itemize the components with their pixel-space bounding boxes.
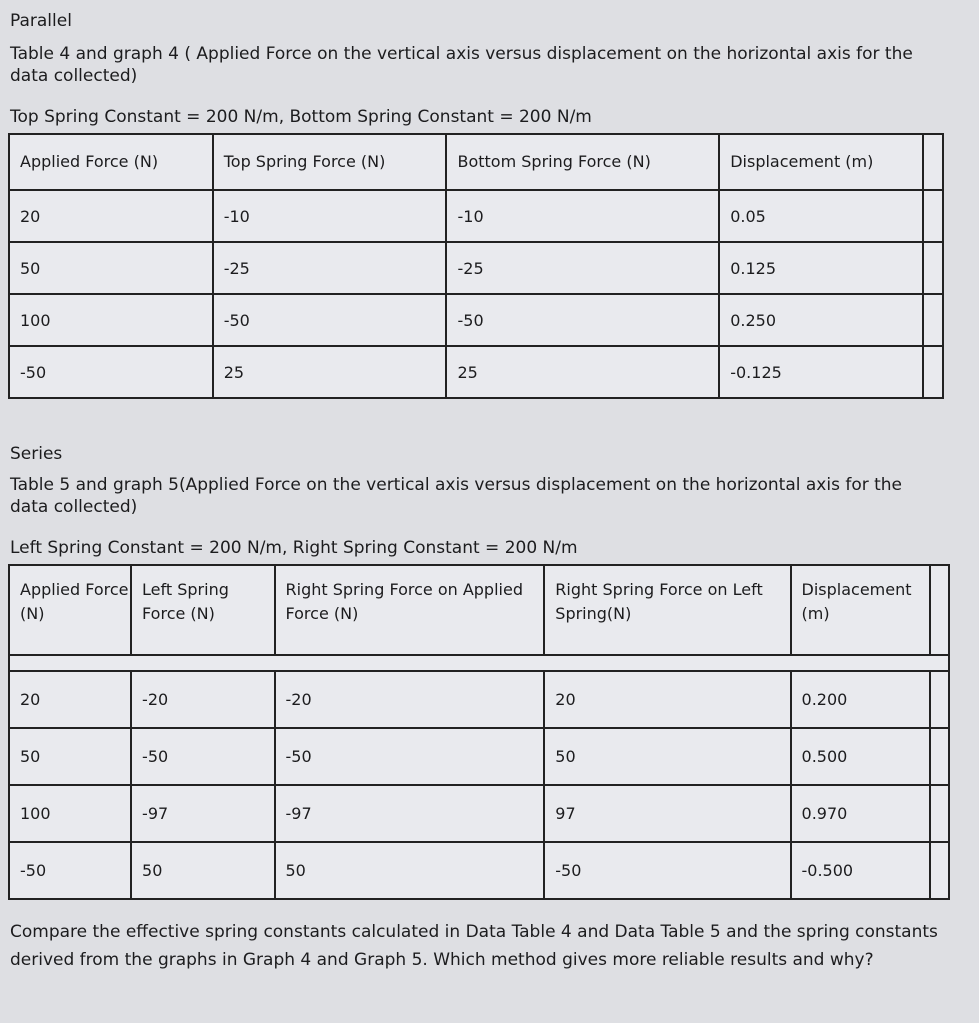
table4-cell: -50 [446, 294, 719, 346]
table4-cell: 20 [9, 190, 213, 242]
table5-header-right-spring-on-left: Right Spring Force on Left Spring(N) [544, 565, 790, 655]
table-row [9, 294, 943, 346]
table5-cell: 20 [9, 671, 131, 728]
table4-cell: -50 [213, 294, 447, 346]
table4-caption: Table 4 and graph 4 ( Applied Force on the vertical axis versus displacement on the horizontal axis for the data collected) [10, 44, 913, 86]
table-row [9, 728, 949, 785]
table4-cell: 0.250 [719, 294, 923, 346]
table4-extra-column [923, 346, 943, 398]
table5-cell: -50 [131, 728, 274, 785]
table5-spacer-cell [9, 655, 949, 671]
table4-extra-column [923, 190, 943, 242]
table4-header-row [9, 134, 943, 190]
table5-cell: -20 [131, 671, 274, 728]
series-heading: Series [10, 444, 63, 464]
table-row [9, 785, 949, 842]
table5-header-applied-force: Applied Force (N) [9, 565, 131, 655]
table5-cell: -0.500 [791, 842, 930, 899]
table-row [9, 842, 949, 899]
table-row [9, 242, 943, 294]
table4-header-displacement: Displacement (m) [719, 134, 923, 190]
table5-constants: Left Spring Constant = 200 N/m, Right Spring Constant = 200 N/m [10, 538, 578, 558]
table5-cell: 50 [9, 728, 131, 785]
table5-caption: Table 5 and graph 5(Applied Force on the vertical axis versus displacement on the horizontal axis for the data collected) [10, 475, 903, 517]
table5-cell: -50 [544, 842, 790, 899]
table4-extra-column [923, 294, 943, 346]
table5-cell: 0.500 [791, 728, 930, 785]
table4-cell: 25 [213, 346, 447, 398]
table5-cell: 20 [544, 671, 790, 728]
parallel-heading: Parallel [10, 11, 72, 31]
table4-header-applied-force: Applied Force (N) [9, 134, 213, 190]
table5-cell: 0.200 [791, 671, 930, 728]
table-row [9, 671, 949, 728]
table5-cell: -20 [275, 671, 545, 728]
table5-cell: 0.970 [791, 785, 930, 842]
table5-cell: 50 [131, 842, 274, 899]
question-text: Compare the effective spring constants calculated in Data Table 4 and Data Table 5 and the spring constants derived from the graphs in Graph 4 and Graph 5. Which method gives more reliable results and why? [10, 922, 938, 970]
table4-cell: 100 [9, 294, 213, 346]
table-row [9, 190, 943, 242]
table4-cell: -25 [213, 242, 447, 294]
table5-extra-column [930, 728, 949, 785]
table4-cell: -10 [446, 190, 719, 242]
table4-cell: 25 [446, 346, 719, 398]
table4-cell: 0.125 [719, 242, 923, 294]
table5-extra-column [930, 785, 949, 842]
table4-constants: Top Spring Constant = 200 N/m, Bottom Spring Constant = 200 N/m [10, 107, 592, 127]
table-4 [8, 133, 944, 399]
table4-cell: 0.05 [719, 190, 923, 242]
table4-header-top-spring-force: Top Spring Force (N) [213, 134, 447, 190]
table5-cell: -50 [275, 728, 545, 785]
table5-header-displacement: Displacement (m) [791, 565, 930, 655]
table5-header-row [9, 565, 949, 655]
table4-cell: -50 [9, 346, 213, 398]
table-row [9, 346, 943, 398]
table5-extra-column [930, 565, 949, 655]
table5-extra-column [930, 671, 949, 728]
table4-cell: -10 [213, 190, 447, 242]
table5-header-right-spring-on-applied: Right Spring Force on Applied Force (N) [275, 565, 545, 655]
table5-header-left-spring-force: Left Spring Force (N) [131, 565, 274, 655]
table5-cell: 50 [275, 842, 545, 899]
table-5 [8, 564, 950, 900]
table5-spacer-row [9, 655, 949, 671]
table5-cell: -97 [131, 785, 274, 842]
table4-extra-column [923, 134, 943, 190]
table4-cell: -25 [446, 242, 719, 294]
table5-cell: -97 [275, 785, 545, 842]
table4-header-bottom-spring-force: Bottom Spring Force (N) [446, 134, 719, 190]
table5-cell: -50 [9, 842, 131, 899]
table5-cell: 97 [544, 785, 790, 842]
table5-cell: 100 [9, 785, 131, 842]
table4-cell: -0.125 [719, 346, 923, 398]
table4-extra-column [923, 242, 943, 294]
table5-cell: 50 [544, 728, 790, 785]
table5-extra-column [930, 842, 949, 899]
table4-cell: 50 [9, 242, 213, 294]
